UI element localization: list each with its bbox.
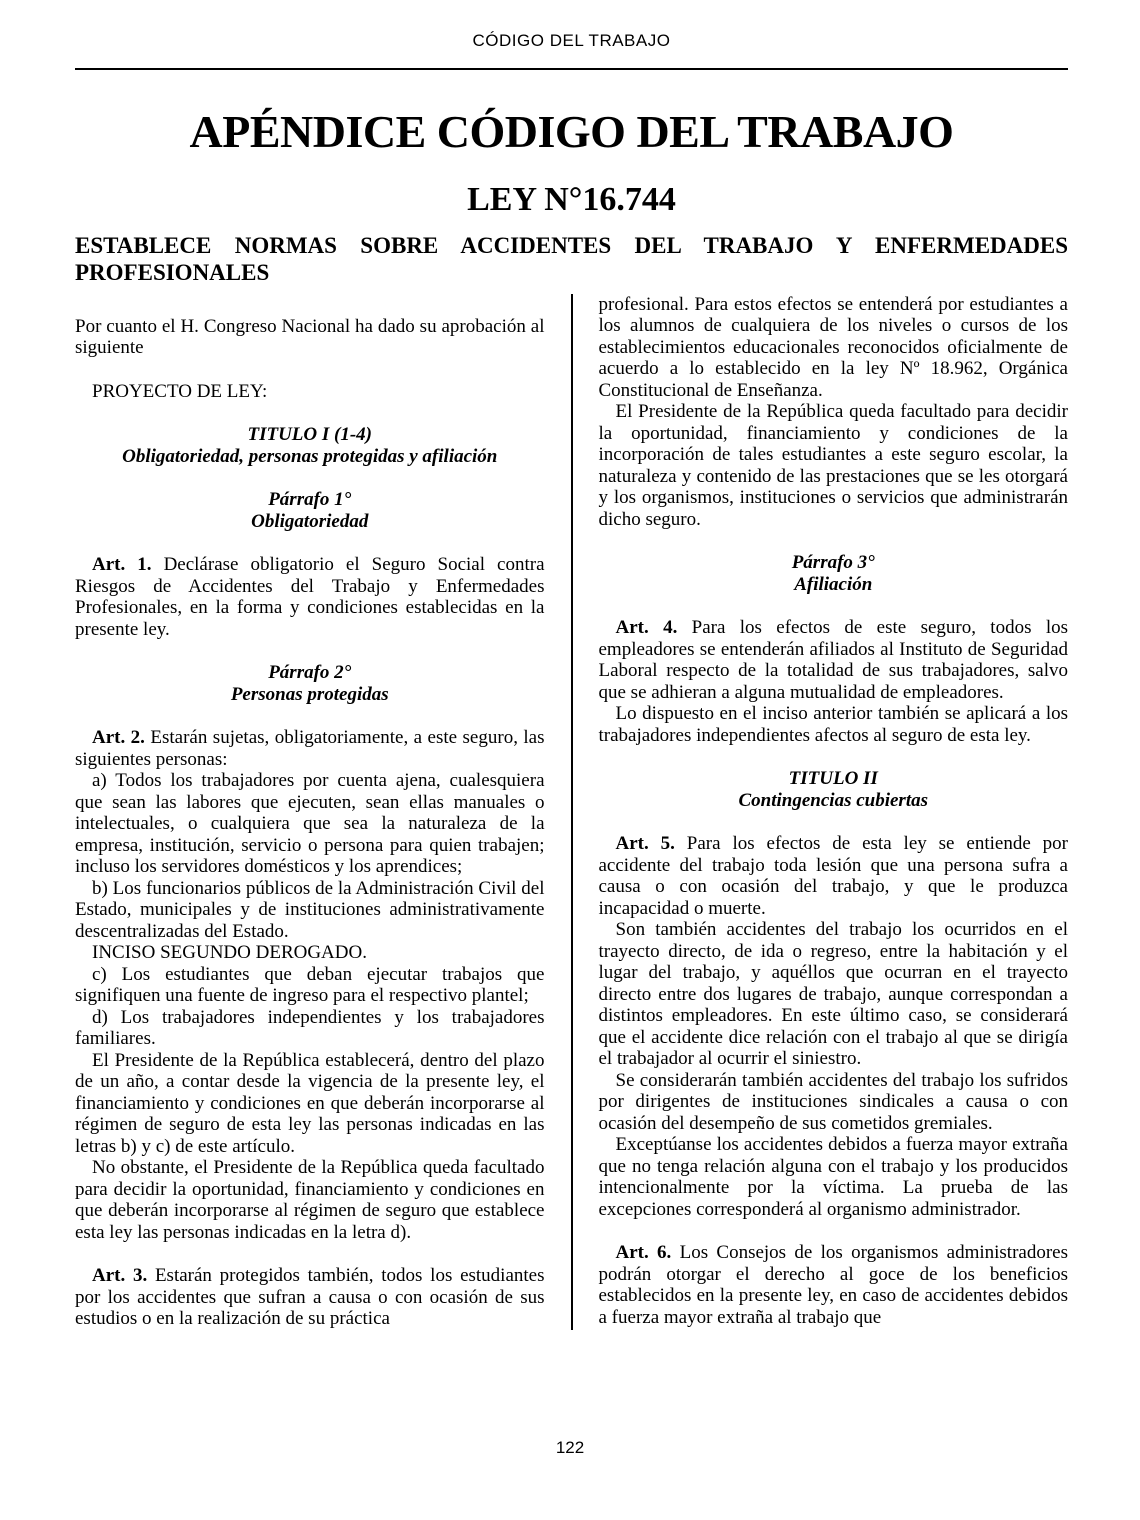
section-heading: TITULO II — [788, 768, 878, 790]
article-paragraph: Art. 4. Para los efectos de este seguro, todos los empleadores se entenderán afiliados al Instituto de Seguridad Laboral respecto de la totalidad de sus trabajadores, salvo que se adhieran a alguna mutualidad de empleadores. — [598, 617, 1068, 703]
section-heading: Personas protegidas — [230, 683, 389, 705]
section-heading: Contingencias cubiertas — [738, 789, 928, 811]
right-column — [599, 294, 1069, 1330]
page-title: APÉNDICE CÓDIGO DEL TRABAJO — [189, 105, 954, 157]
paragraph: a) Todos los trabajadores por cuenta ajena, cualesquiera que sean las labores que ejecuten, sean ellas manuales o intelectuales, o cualquiera que sea la naturaleza de la empresa, institución, servicio o persona para quien trabajen; incluso los servidores domésticos y los aprendices; — [75, 770, 545, 878]
paragraph: Son también accidentes del trabajo los ocurridos en el trayecto directo, de ida o regreso, entre la habitación y el lugar del trabajo, y aquéllos que ocurran en el trayecto directo entre dos lugares de trabajo, aunque correspondan a distintos empleadores. En este último caso, se considerará que el accidente dice relación con el trabajo al que se dirigía el trabajador al ocurrir el siniestro. — [598, 919, 1068, 1070]
law-subject-line-1: ESTABLECE NORMAS SOBRE ACCIDENTES DEL TRABAJO Y ENFERMEDADES — [75, 232, 1068, 258]
paragraph: Se considerarán también accidentes del trabajo los sufridos por dirigentes de instituciones sindicales a causa o con ocasión del desempeño de sus cometidos gremiales. — [598, 1069, 1068, 1134]
paragraph: El Presidente de la República queda facultado para decidir la oportunidad, financiamiento y condiciones de la incorporación de tales estudiantes a este seguro escolar, la naturaleza y contenido de las prestaciones que se les otorgará y los organismos, instituciones o servicios que administrarán dicho seguro. — [598, 401, 1068, 530]
paragraph: d) Los trabajadores independientes y los trabajadores familiares. — [75, 1006, 545, 1050]
paragraph: Exceptúanse los accidentes debidos a fuerza mayor extraña que no tenga relación alguna con el trabajo y los producidos intencionalmente por la víctima. La prueba de las excepciones corresponderá al organismo administrador. — [598, 1134, 1068, 1220]
column-divider — [571, 294, 573, 1330]
section-heading: Párrafo 1° — [268, 489, 352, 511]
article-number: Art. 1. — [92, 554, 152, 576]
section-heading: Afiliación — [794, 573, 873, 595]
paragraph: b) Los funcionarios públicos de la Administración Civil del Estado, municipales y de instituciones administrativamente descentralizadas del Estado. — [75, 877, 545, 942]
section-heading: Párrafo 3° — [791, 552, 875, 574]
paragraph: Por cuanto el H. Congreso Nacional ha dado su aprobación al siguiente — [75, 315, 545, 359]
page-number: 122 — [555, 1438, 585, 1457]
article-paragraph: Art. 1. Declárase obligatorio el Seguro Social contra Riesgos de Accidentes del Trabajo y Enfermedades Profesionales, en la forma y condiciones establecidas en la presente ley. — [75, 554, 545, 640]
article-number: Art. 5. — [615, 833, 675, 855]
running-head: CÓDIGO DEL TRABAJO — [472, 31, 671, 50]
law-subject — [75, 232, 1068, 286]
article-paragraph: Art. 5. Para los efectos de esta ley se entiende por accidente del trabajo toda lesión que una persona sufra a causa o con ocasión del trabajo, y que le produzca incapacidad o muerte. — [598, 833, 1068, 919]
article-number: Art. 2. — [92, 727, 145, 749]
article-paragraph: Art. 6. Los Consejos de los organismos administradores podrán otorgar el derecho al goce de los beneficios establecidos en la presente ley, en caso de accidentes debidos a fuerza mayor extraña al trabajo que — [598, 1242, 1069, 1328]
law-number: LEY N°16.744 — [467, 181, 676, 219]
law-subject-line-2: PROFESIONALES — [75, 259, 270, 285]
paragraph: Lo dispuesto en el inciso anterior también se aplicará a los trabajadores independientes afectos al seguro de esta ley. — [598, 703, 1068, 746]
section-heading: Párrafo 2° — [268, 662, 352, 684]
left-column — [75, 294, 545, 1330]
two-column-body — [75, 294, 1068, 1330]
caps-heading: INCISO SEGUNDO DEROGADO. — [92, 942, 367, 964]
section-heading: Obligatoriedad — [251, 510, 369, 532]
article-paragraph: Art. 3. Estarán protegidos también, todos los estudiantes por los accidentes que sufran a causa o con ocasión de sus estudios o en la realización de su práctica — [75, 1265, 545, 1330]
header-rule — [75, 68, 1068, 70]
article-number: Art. 4. — [615, 617, 678, 639]
paragraph: No obstante, el Presidente de la República queda facultado para decidir la oportunidad, financiamiento y condiciones en que deberán incorporarse al régimen de seguro que establece esta ley las personas indicadas en la letra d). — [75, 1157, 545, 1243]
caps-heading: PROYECTO DE LEY: — [92, 380, 268, 402]
article-number: Art. 3. — [92, 1265, 148, 1287]
paragraph: profesional. Para estos efectos se entenderá por estudiantes a los alumnos de cualquiera de los niveles o cursos de los establecimientos educacionales reconocidos oficialmente de acuerdo a lo establecido en la ley Nº 18.962, Orgánica Constitucional de Enseñanza. — [598, 293, 1068, 401]
paragraph: El Presidente de la República establecerá, dentro del plazo de un año, a contar desde la vigencia de la presente ley, el financiamiento y condiciones en que deberán incorporarse al régimen de seguro de esta ley las personas indicadas en las letras b) y c) de este artículo. — [75, 1049, 545, 1157]
article-paragraph: Art. 2. Estarán sujetas, obligatoriamente, a este seguro, las siguientes personas: — [75, 727, 545, 770]
article-number: Art. 6. — [615, 1242, 672, 1264]
section-heading: TITULO I (1-4) — [247, 424, 373, 446]
paragraph: c) Los estudiantes que deban ejecutar trabajos que signifiquen una fuente de ingreso para el respectivo plantel; — [75, 963, 545, 1007]
section-heading: Obligatoriedad, personas protegidas y afiliación — [122, 445, 498, 467]
